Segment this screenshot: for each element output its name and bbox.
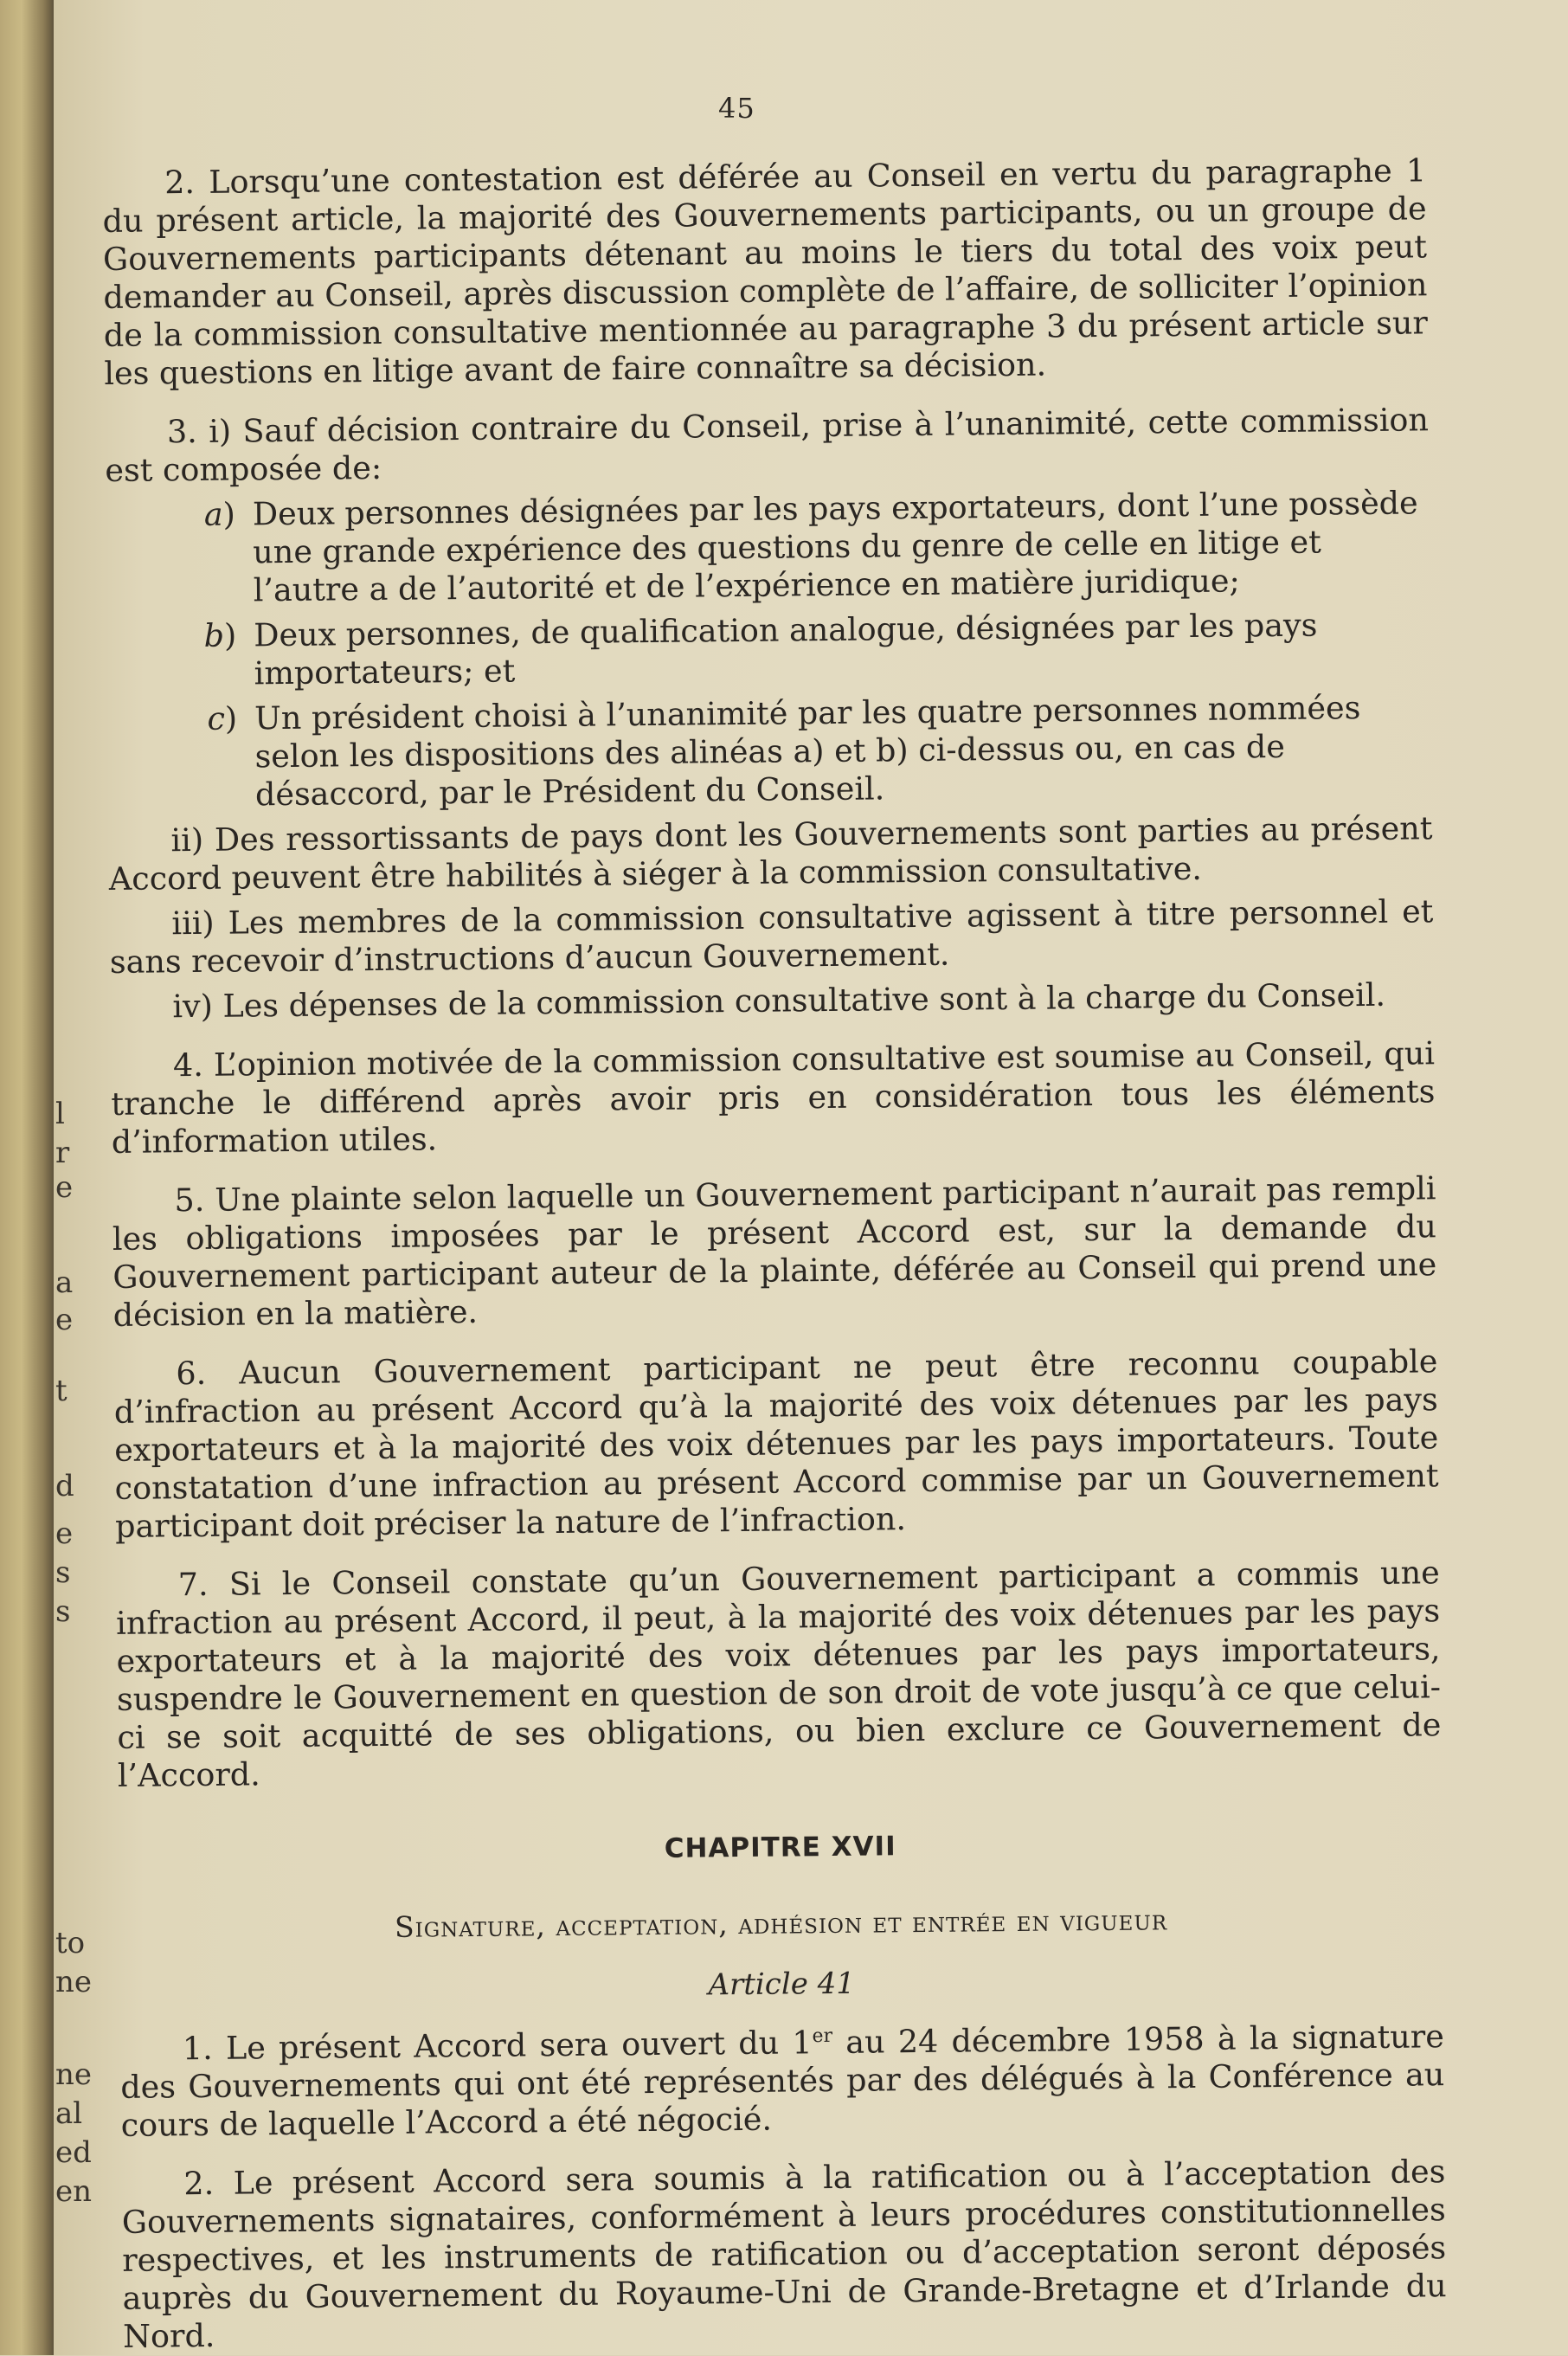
list-item-a: a) Deux personnes désignées par les pays exportateurs, dont l’une possède une grande expérience des questions du genre de celle en litige et l’autre a de l’autorité et de l’expérience en matière juridique; — [106, 484, 1430, 611]
item-text: Un président choisi à l’unanimité par les quatre personnes nommées selon les dispositions des alinéas a) et b) ci-dessus ou, en cas de désaccord, par le Président du Conseil. — [254, 689, 1361, 814]
text-run: au 24 décembre 1958 à la signature des Gouvernements qui ont été représentés par des délégués à la Conférence au cours de laquelle l’Accord a été négocié. — [120, 2018, 1445, 2144]
paragraph-3-ii: ii) Des ressortissants de pays dont les Gouvernements sont parties au présent Accord peuvent être habilités à siéger à la commission consultative. — [108, 809, 1433, 898]
article-41-paragraph-2: 2. Le présent Accord sera soumis à la ratification ou à l’acceptation des Gouvernements signataires, conformément à leurs procédures constitutionnelles respectives, et les instruments de ratification ou d’acceptation seront déposés auprès du Gouvernement du Royaume-Uni de Grande-Bretagne et d’Irlande du Nord. — [121, 2153, 1447, 2355]
chapter-subtitle: Signature, acceptation, adhésion et entrée en vigueur — [394, 1902, 1168, 1944]
superscript: er — [812, 2024, 833, 2048]
item-text: Deux personnes, de qualification analogue, désignées par les pays importateurs; et — [254, 606, 1318, 692]
margin-fragment: al — [55, 2096, 83, 2131]
margin-fragment: l — [55, 1097, 65, 1131]
page-number: 45 — [718, 92, 755, 125]
list-item-b: b) Deux personnes, de qualification analogue, désignées par les pays importateurs; et — [106, 605, 1431, 694]
margin-fragment: r — [55, 1136, 70, 1170]
article-heading: Article 41 — [708, 1966, 856, 2003]
paragraph-3: 3. i) Sauf décision contraire du Conseil, prise à l’unanimité, cette commission est composée de: — [105, 401, 1430, 489]
item-label: b — [203, 616, 225, 654]
paragraph-4: 4. L’opinion motivée de la commission consultative est soumise au Conseil, qui tranche le différend après avoir pris en considération tous les éléments d’information utiles. — [111, 1034, 1436, 1161]
paragraph-6: 6. Aucun Gouvernement participant ne peut être reconnu coupable d’infraction au présent Accord qu’à la majorité des voix détenues par les pays exportateurs et à la majorité des voix détenues par les pays importateurs. Toute constatation d’une infraction au présent Accord commise par un Gouvernement participant doit préciser la nature de l’infraction. — [113, 1342, 1439, 1545]
margin-fragment: d — [55, 1469, 74, 1503]
paragraph-3-iii: iii) Les membres de la commission consultative agissent à titre personnel et sans recevoir d’instructions d’aucun Gouvernement. — [109, 892, 1434, 981]
margin-fragment: en — [55, 2174, 93, 2209]
chapter-title: CHAPITRE XVII — [664, 1831, 896, 1864]
paragraph-2: 2. Lorsqu’une contestation est déférée au Conseil en vertu du paragraphe 1 du présent article, la majorité des Gouvernements participants, ou un groupe de Gouvernements participants détenant au moins le tiers du total des voix peut demander au Conseil, après discussion complète de l’affaire, de solliciter l’opinion de la commission consultative mentionnée au paragraphe 3 du présent article sur les questions en litige avant de faire connaître sa décision. — [102, 151, 1429, 392]
margin-fragment: e — [55, 1516, 74, 1551]
body-text — [102, 151, 1447, 2356]
article-41-paragraph-1 — [120, 2018, 1445, 2145]
item-label: a — [203, 495, 223, 533]
margin-fragment: ne — [55, 1965, 93, 1999]
margin-fragment: ed — [55, 2135, 92, 2170]
list-item-c: c) Un président choisi à l’unanimité par les quatre personnes nommées selon les dispositions des alinéas a) et b) ci-dessus ou, en cas de désaccord, par le Président du Conseil. — [107, 688, 1432, 815]
text-run: 1. Le présent Accord sera ouvert du 1 — [182, 2024, 813, 2068]
book-gutter — [0, 0, 54, 2355]
paragraph-7: 7. Si le Conseil constate qu’un Gouvernement participant a commis une infraction au présent Accord, il peut, à la majorité des voix détenues par les pays exportateurs et à la majorité des voix détenues par les pays importateurs, suspendre le Gouvernement en question de son droit de vote jusqu’à ce que celui-ci se soit acquitté de ses obligations, ou bien exclure ce Gouvernement de l’Accord. — [115, 1554, 1442, 1794]
paragraph-5: 5. Une plainte selon laquelle un Gouvernement participant n’aurait pas rempli les obligations imposées par le présent Accord est, sur la demande du Gouvernement participant auteur de la plainte, déférée au Conseil qui prend une décision en la matière. — [112, 1169, 1437, 1334]
margin-fragment: e — [55, 1170, 74, 1205]
margin-fragment: ne — [55, 2057, 93, 2092]
margin-fragment: s — [55, 1594, 71, 1629]
margin-fragment: to — [55, 1926, 86, 1960]
paragraph-3-iv: iv) Les dépenses de la commission consultative sont à la charge du Conseil. — [172, 975, 1386, 1026]
margin-fragment: e — [55, 1303, 74, 1337]
margin-fragment: a — [55, 1265, 74, 1300]
item-label: c — [207, 699, 226, 737]
margin-fragment: s — [55, 1555, 71, 1590]
item-text: Deux personnes désignées par les pays exportateurs, dont l’une possède une grande expérience des questions du genre de celle en litige et l’autre a de l’autorité et de l’expérience en matière juridique; — [252, 484, 1418, 609]
margin-fragment: t — [55, 1374, 67, 1408]
